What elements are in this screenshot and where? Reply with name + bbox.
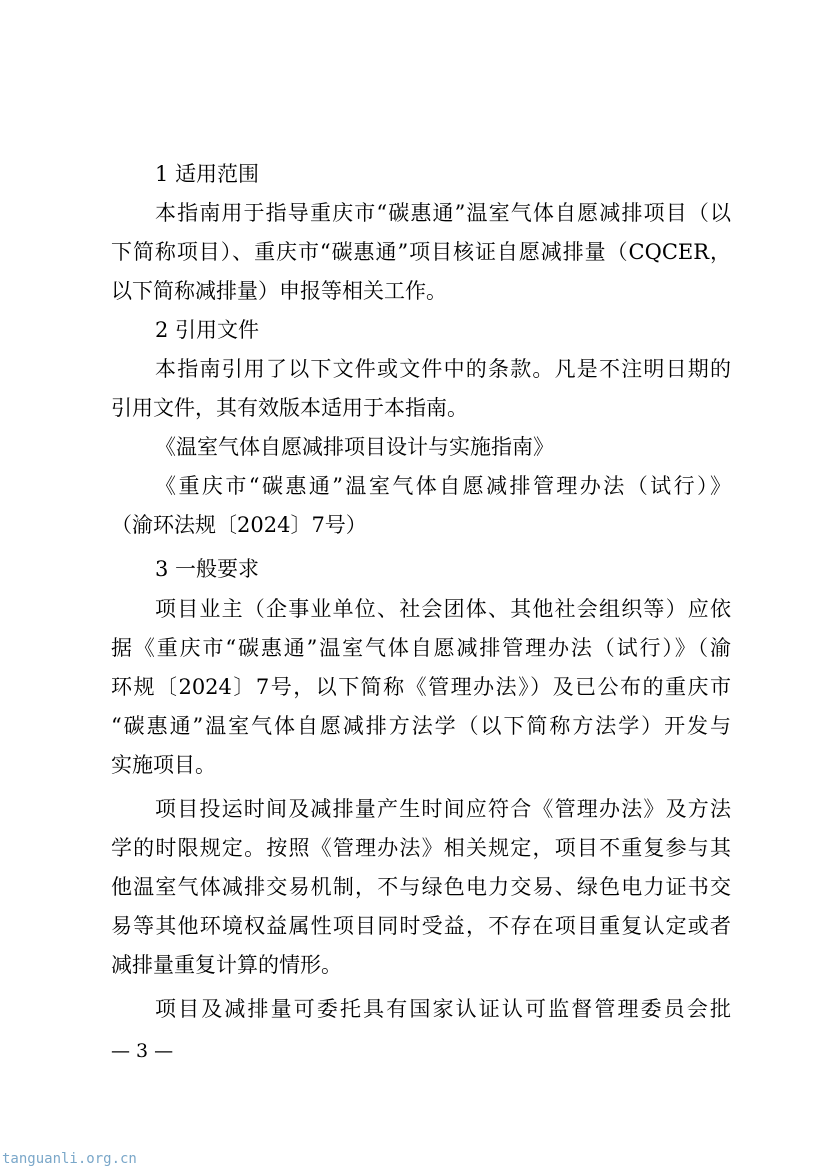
- paragraph-line: 据《重庆市“碳惠通”温室气体自愿减排管理办法（试行）》（渝: [111, 636, 731, 660]
- paragraph-line: 项目业主（企事业单位、社会团体、其他社会组织等）应依: [155, 597, 731, 621]
- section-heading-references: 2 引用文件: [155, 318, 260, 342]
- reference-item: 《温室气体自愿减排项目设计与实施指南》: [155, 435, 554, 459]
- reference-item-number: （渝环法规〔2024〕7号）: [111, 513, 367, 537]
- paragraph-line: 减排量重复计算的情形。: [111, 953, 342, 977]
- paragraph-line: 本指南用于指导重庆市“碳惠通”温室气体自愿减排项目（以: [155, 201, 731, 225]
- paragraph-line: 下简称项目）、重庆市“碳惠通”项目核证自愿减排量（CQCER，: [111, 240, 731, 264]
- paragraph-line: 本指南引用了以下文件或文件中的条款。凡是不注明日期的: [155, 357, 731, 381]
- paragraph-line: 引用文件，其有效版本适用于本指南。: [111, 396, 468, 420]
- site-watermark: tanguanli.org.cn: [2, 1151, 137, 1167]
- section-heading-scope: 1 适用范围: [155, 162, 260, 186]
- page-number: — 3 —: [111, 1040, 174, 1062]
- paragraph-line: 易等其他环境权益属性项目同时受益，不存在项目重复认定或者: [111, 914, 731, 938]
- paragraph-line: 项目投运时间及减排量产生时间应符合《管理办法》及方法: [155, 797, 731, 821]
- reference-item: 《重庆市“碳惠通”温室气体自愿减排管理办法（试行）》: [155, 474, 731, 498]
- paragraph-line: 学的时限规定。按照《管理办法》相关规定，项目不重复参与其: [111, 836, 731, 860]
- paragraph-line: 项目及减排量可委托具有国家认证认可监督管理委员会批: [155, 997, 731, 1021]
- section-heading-general-requirements: 3 一般要求: [155, 557, 260, 581]
- paragraph-line: “碳惠通”温室气体自愿减排方法学（以下简称方法学）开发与: [111, 714, 731, 738]
- paragraph-line: 环规〔2024〕7号，以下简称《管理办法》）及已公布的重庆市: [111, 675, 731, 699]
- paragraph-line: 他温室气体减排交易机制，不与绿色电力交易、绿色电力证书交: [111, 875, 731, 899]
- paragraph-line: 以下简称减排量）申报等相关工作。: [111, 279, 447, 303]
- paragraph-line: 实施项目。: [111, 753, 216, 777]
